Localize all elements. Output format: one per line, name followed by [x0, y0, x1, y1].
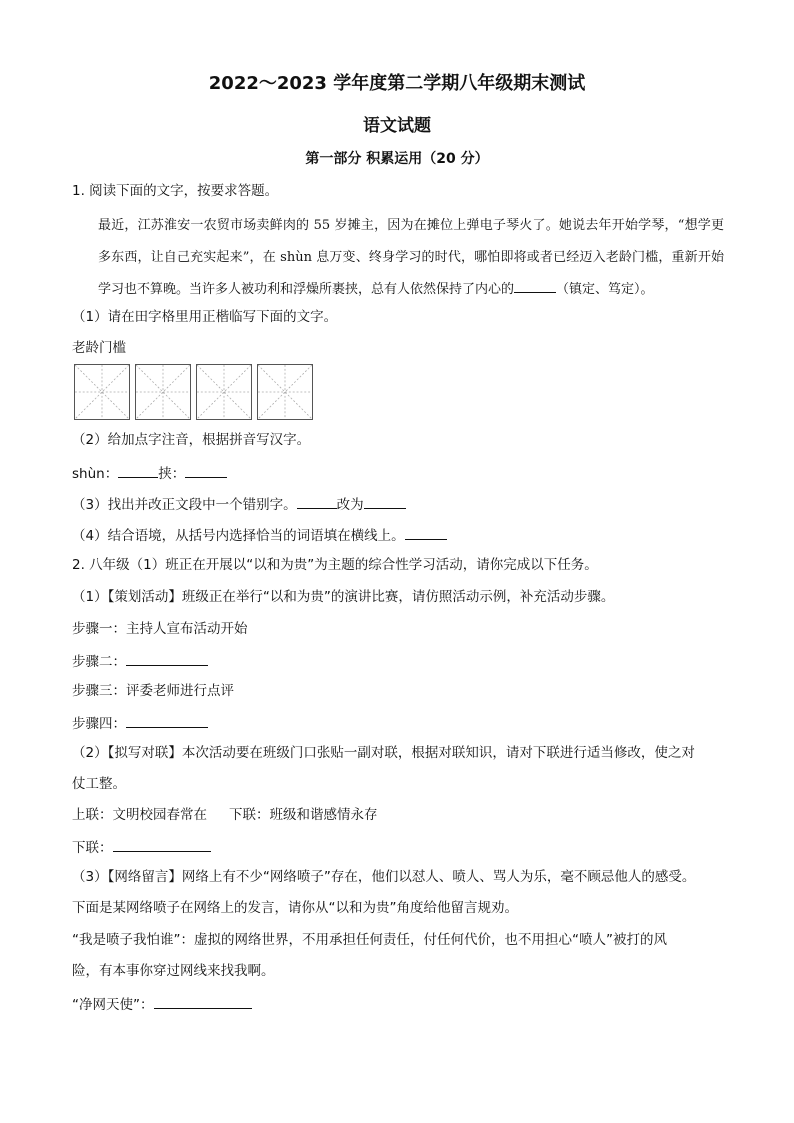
- tianzige-cell[interactable]: [257, 364, 313, 420]
- q1-stem: 1. 阅读下面的文字，按要求答题。: [72, 183, 279, 199]
- q2-step2: [72, 650, 208, 672]
- q2-angel-reply: [72, 993, 252, 1015]
- q2-step2-label: 步骤二：: [72, 654, 126, 670]
- exam-title: 2022～2023 学年度第二学期八年级期末测试: [208, 73, 586, 94]
- q2-step4-blank[interactable]: [126, 712, 208, 728]
- q2-sub1: （1）【策划活动】班级正在举行“以和为贵”的演讲比赛，请仿照活动示例，补充活动步骤。: [72, 589, 615, 605]
- q1-sub2-label-b: 挟：: [158, 466, 186, 482]
- tianzige-cell[interactable]: [196, 364, 252, 420]
- q1-sub4: [72, 524, 447, 546]
- tianzige-cell[interactable]: [135, 364, 191, 420]
- q2-step4-label: 步骤四：: [72, 716, 126, 732]
- q2-step4: [72, 712, 208, 734]
- q1-sub3-text: （3）找出并改正文段中一个错别字。: [72, 497, 297, 513]
- q1-sub4-blank[interactable]: [405, 524, 447, 540]
- q2-sub2-line2: 仗工整。: [72, 776, 126, 792]
- exam-subtitle: 语文试题: [363, 116, 431, 136]
- q1-copy-text: 老龄门槛: [72, 340, 126, 356]
- couplet-upper: 上联：文明校园春常在: [72, 807, 207, 823]
- q1-sub3-blank-wrong[interactable]: [297, 493, 337, 509]
- couplet-answer-blank[interactable]: [113, 836, 211, 852]
- q2-stem: 2. 八年级（1）班正在开展以“以和为贵”为主题的综合性学习活动，请你完成以下任务。: [72, 557, 598, 573]
- q1-passage: [72, 210, 724, 306]
- q1-sub2-answers: [72, 462, 227, 484]
- q1-sub2-blank-a[interactable]: [118, 462, 158, 478]
- q1-sub2-blank-b[interactable]: [185, 462, 227, 478]
- q1-sub3-blank-right[interactable]: [364, 493, 406, 509]
- troll-quote-line1: “我是喷子我怕谁”：虚拟的网络世界，不用承担任何责任，付任何代价，也不用担心“喷人”被打的风: [72, 932, 667, 948]
- q2-couplet: [72, 805, 378, 825]
- q2-sub2-line1: （2）【拟写对联】本次活动要在班级门口张贴一副对联，根据对联知识，请对下联进行适当修改，使之对: [72, 745, 695, 761]
- q2-sub3-line1: （3）【网络留言】网络上有不少“网络喷子”存在，他们以怼人、喷人、骂人为乐，毫不顾忌他人的感受。: [72, 869, 696, 885]
- q2-couplet-answer: [72, 836, 211, 858]
- tianzige-cell[interactable]: [74, 364, 130, 420]
- q1-sub3-change-to: 改为: [336, 497, 364, 513]
- q2-step3: 步骤三：评委老师进行点评: [72, 683, 234, 699]
- angel-label: “净网天使”：: [72, 997, 154, 1013]
- angel-reply-blank[interactable]: [154, 993, 252, 1009]
- q1-passage-text: 最近，江苏淮安一农贸市场卖鲜肉的 55 岁摊主，因为在摊位上弹电子琴火了。她说去年开始学琴，“想学更多东西，让自己充实起来”，在 shùn 息万变、终身学习的时代，哪怕即将或者已经迈入老龄门槛，重新开始学习也不算晚。当许多人被功利和浮燥所裹挟，总有人依然保持了内心的: [98, 218, 724, 297]
- q1-sub1: （1）请在田字格里用正楷临写下面的文字。: [72, 309, 338, 325]
- q2-step1: 步骤一：主持人宣布活动开始: [72, 621, 248, 637]
- q1-sub3: [72, 493, 406, 515]
- q1-sub2-label-a: shùn：: [72, 466, 119, 482]
- q1-sub2: （2）给加点字注音，根据拼音写汉字。: [72, 432, 311, 448]
- q1-passage-blank[interactable]: [514, 277, 556, 293]
- q2-step2-blank[interactable]: [126, 650, 208, 666]
- section-heading: 第一部分 积累运用（20 分）: [305, 151, 489, 167]
- q1-passage-options: （镇定、笃定）。: [556, 282, 654, 297]
- q1-sub4-text: （4）结合语境，从括号内选择恰当的词语填在横线上。: [72, 528, 405, 544]
- couplet-answer-label: 下联：: [72, 840, 113, 856]
- q2-sub3-line2: 下面是某网络喷子在网络上的发言，请你从“以和为贵”角度给他留言规劝。: [72, 900, 518, 916]
- couplet-lower: 下联：班级和谐感情永存: [229, 807, 378, 823]
- troll-quote-line2: 险，有本事你穿过网线来找我啊。: [72, 963, 275, 979]
